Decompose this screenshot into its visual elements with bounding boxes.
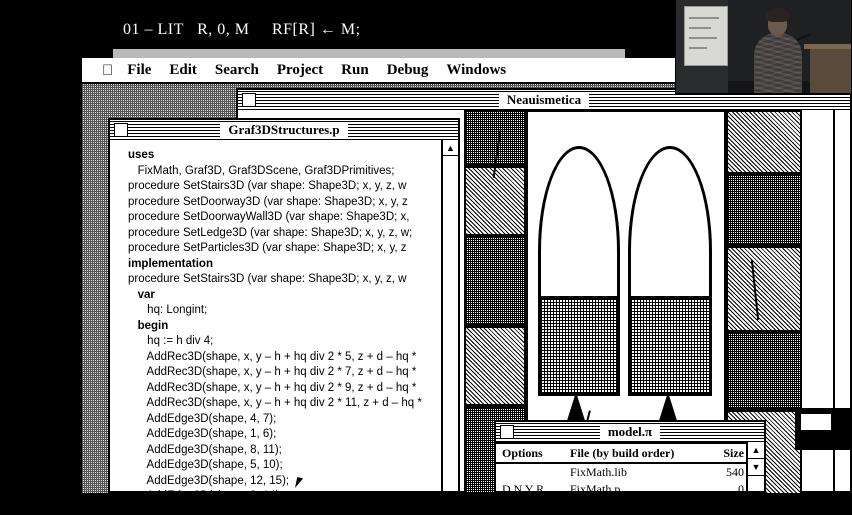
row-file: FixMath.lib <box>570 465 628 479</box>
project-column-headers <box>496 444 764 464</box>
code-line: AddEdge3D(shape, 12, 15); <box>128 474 290 487</box>
stone-block <box>726 246 802 332</box>
project-col-size: Size <box>723 445 744 460</box>
top-right-black <box>625 0 676 58</box>
code-line: var <box>128 288 155 301</box>
stone-block <box>726 174 802 246</box>
neauismetica-title: Neauismetica <box>499 92 589 108</box>
row-size: 0 <box>738 482 744 496</box>
projection-line <box>689 27 711 29</box>
speaker-body <box>754 33 802 93</box>
projection-line <box>689 47 707 49</box>
code-line: procedure SetParticles3D (var shape: Shape3D; x, y, z <box>128 242 407 254</box>
close-icon[interactable] <box>500 425 514 439</box>
menu-bar[interactable] <box>82 58 678 84</box>
code-line: AddRec3D(shape, x, y – h + hq div 2 * 9, z + d – hq * <box>128 381 417 394</box>
apple-icon[interactable] <box>102 63 113 78</box>
code-line: hq := h div 4; <box>128 335 214 347</box>
project-col-options: Options <box>502 445 543 460</box>
source-title: Graf3DStructures.p <box>220 122 347 138</box>
row-file: FixMath.p <box>570 482 621 496</box>
pillar-left <box>538 296 620 396</box>
pillar-right <box>628 296 712 396</box>
source-code-area[interactable] <box>110 140 443 502</box>
source-titlebar[interactable] <box>110 120 458 142</box>
code-line: AddEdge3D(shape, 4, 7); <box>128 412 277 425</box>
code-line: uses <box>128 149 155 161</box>
projection-line <box>689 37 717 39</box>
top-left-black <box>0 0 113 58</box>
menu-item-windows[interactable]: Windows <box>435 61 495 78</box>
project-scrollbar-vertical[interactable] <box>746 442 764 491</box>
project-col-file: File (by build order) <box>570 445 675 460</box>
code-line: AddEdge3D(shape, 9, 14); <box>128 490 283 502</box>
scroll-down-icon[interactable]: ▼ <box>748 459 764 476</box>
code-line: FixMath, Graf3D, Graf3DScene, Graf3DPrimitives; <box>128 164 395 177</box>
black-panel-inner <box>801 414 831 430</box>
projection-screen <box>684 6 728 66</box>
lectern <box>810 46 851 93</box>
menu-item-debug[interactable]: Debug <box>375 61 418 78</box>
stone-block <box>464 166 526 236</box>
menu-item-edit[interactable]: Edit <box>158 61 186 78</box>
row-size: 1750 <box>720 499 744 513</box>
code-line: hq: Longint; <box>128 304 208 316</box>
code-line: AddEdge3D(shape, 1, 6); <box>128 428 277 440</box>
code-line: AddRec3D(shape, x, y – h + hq div 2 * 5, z + d – hq * <box>128 350 417 363</box>
lectern-top <box>804 44 851 49</box>
table-row[interactable] <box>496 481 764 498</box>
row-file: Graf3D.lib <box>570 499 623 513</box>
scroll-up-icon[interactable]: ▲ <box>748 442 764 459</box>
black-panel-bottom-right <box>795 408 851 450</box>
stone-block <box>464 326 526 406</box>
code-line: AddEdge3D(shape, 5, 10); <box>128 459 283 471</box>
menu-item-search[interactable]: Search <box>203 61 248 78</box>
code-line: AddEdge3D(shape, 8, 11); <box>128 443 282 456</box>
lit-instruction-text: 01 – LIT R, 0, M RF[R] ← M; <box>123 21 361 38</box>
code-line: AddRec3D(shape, x, y – h + hq div 2 * 7, z + d – hq * <box>128 366 417 378</box>
code-line: implementation <box>128 257 213 270</box>
stone-block <box>726 332 802 410</box>
code-line: procedure SetDoorwayWall3D (var shape: Shape3D; x, <box>128 211 410 223</box>
project-title: model.π <box>600 424 660 440</box>
code-line: procedure SetStairs3D (var shape: Shape3D; x, y, z, w <box>128 273 407 285</box>
table-row[interactable] <box>496 498 764 515</box>
row-size: 540 <box>726 465 744 479</box>
menu-item-run[interactable]: Run <box>329 61 358 78</box>
project-titlebar[interactable] <box>496 422 764 444</box>
code-line: procedure SetLedge3D (var shape: Shape3D; x, y, z, w; <box>128 226 413 239</box>
projection-line <box>689 17 719 19</box>
menu-item-file[interactable]: File <box>116 61 141 78</box>
code-line: procedure SetDoorway3D (var shape: Shape3D; x, y, z <box>128 195 408 208</box>
left-black-band <box>0 0 82 493</box>
lit-instruction-bar <box>113 11 625 49</box>
stone-block <box>464 236 526 326</box>
code-line: AddRec3D(shape, x, y – h + hq div 2 * 11, z + d – hq * <box>128 397 422 409</box>
menu-item-project[interactable]: Project <box>265 61 312 78</box>
window-source-graf3dstructures[interactable] <box>108 118 460 502</box>
row-options[interactable]: D N Y R <box>502 482 545 496</box>
window-project-model[interactable] <box>494 420 766 513</box>
code-line: begin <box>128 319 169 332</box>
close-icon[interactable] <box>242 93 256 107</box>
source-scrollbar-vertical[interactable] <box>441 140 458 491</box>
stone-block <box>726 110 802 174</box>
code-line: procedure SetStairs3D (var shape: Shape3D; x, y, z, w <box>128 180 407 192</box>
speaker-webcam-overlay <box>675 0 851 94</box>
close-icon[interactable] <box>114 123 128 137</box>
table-row[interactable] <box>496 464 764 481</box>
speaker-hair <box>766 8 789 22</box>
scroll-up-icon[interactable]: ▲ <box>443 140 458 156</box>
